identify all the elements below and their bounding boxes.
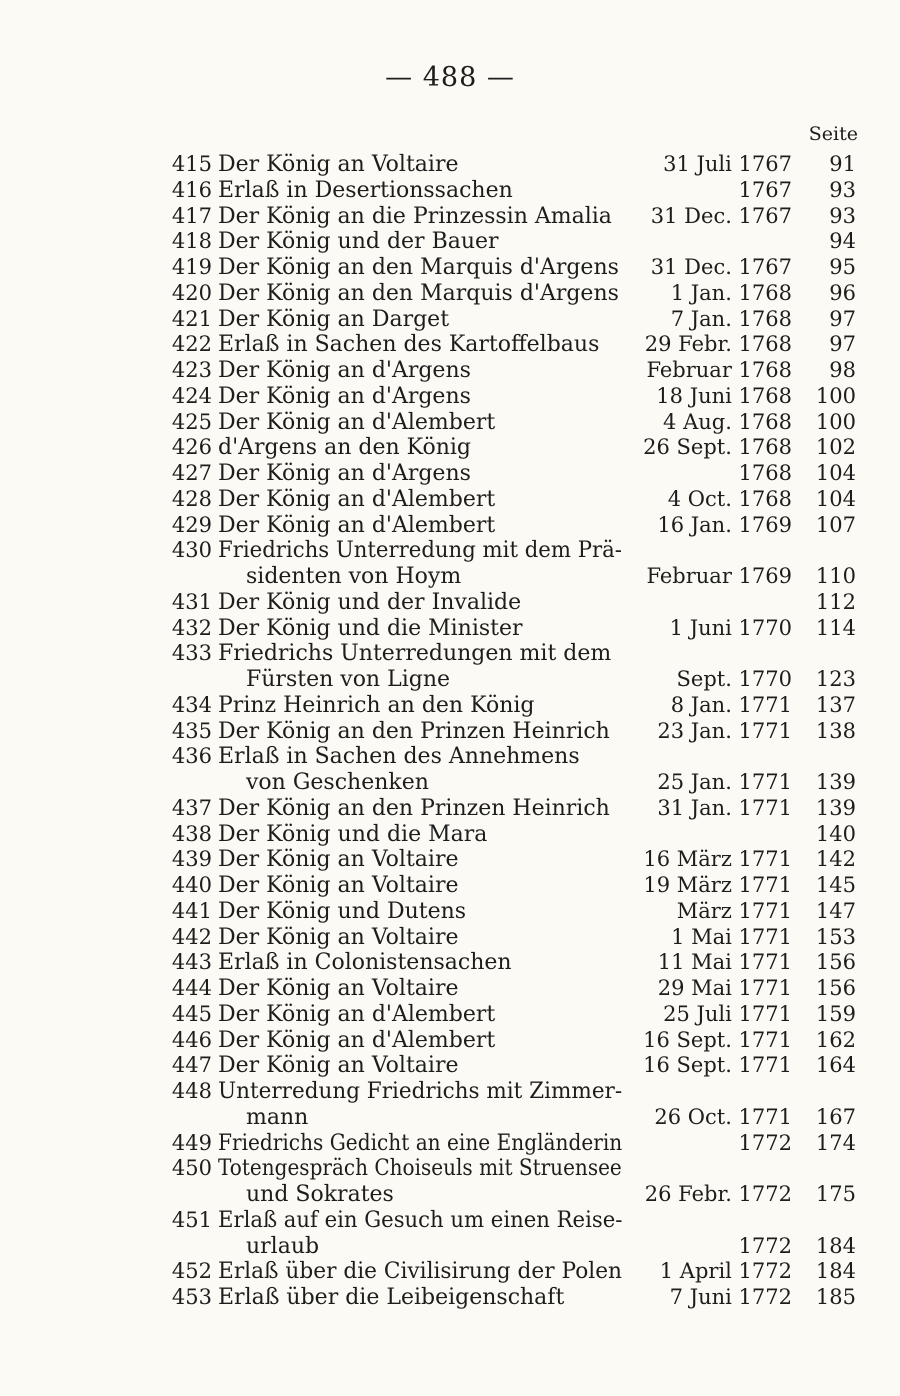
toc-entry-line <box>0 1285 900 1311</box>
toc-entry <box>0 616 900 642</box>
entry-date: 31 Juli 1767 <box>663 152 792 176</box>
entry-page: 96 <box>829 280 856 305</box>
toc-entry-line <box>0 410 900 436</box>
entry-page: 139 <box>815 795 856 820</box>
entry-page: 185 <box>815 1285 856 1309</box>
toc-entry <box>0 281 900 307</box>
toc-entry <box>0 461 900 487</box>
toc-entry-line <box>0 667 900 693</box>
toc-entry <box>0 847 900 873</box>
entry-date: 26 Oct. 1771 <box>654 1104 792 1129</box>
toc-entry-line <box>0 1156 900 1182</box>
entry-number: 420 <box>171 280 212 305</box>
toc-entry <box>0 410 900 436</box>
entry-title: Der König an d'Alembert <box>218 512 496 538</box>
entry-page: 93 <box>829 203 856 228</box>
entry-date: 4 Oct. 1768 <box>667 486 792 511</box>
entry-title: Erlaß in Sachen des Kartoffelbaus <box>218 332 600 358</box>
entry-date: 26 Febr. 1772 <box>644 1182 792 1206</box>
toc-entry <box>0 1028 900 1054</box>
entry-page: 184 <box>815 1259 856 1284</box>
entry-number: 423 <box>171 358 212 382</box>
entry-date: März 1771 <box>676 898 792 923</box>
entry-number: 415 <box>171 152 212 176</box>
entry-title: Der König an Voltaire <box>218 976 459 1001</box>
entry-number: 448 <box>171 1079 212 1103</box>
entry-date: 1768 <box>738 461 792 485</box>
entry-page: 100 <box>815 409 856 434</box>
toc-entry-line <box>0 899 900 925</box>
entry-number: 452 <box>171 1259 212 1284</box>
toc-entry <box>0 899 900 925</box>
entry-title: Der König an d'Argens <box>218 461 471 486</box>
entry-date: 16 Sept. 1771 <box>643 1053 792 1078</box>
entry-date: 25 Juli 1771 <box>663 1001 792 1026</box>
entry-number: 428 <box>171 486 212 511</box>
entry-title: Erlaß in Colonistensachen <box>218 950 512 976</box>
toc-entry-line <box>0 229 900 255</box>
toc-entry-line <box>0 281 900 307</box>
toc-entry-line <box>0 255 900 281</box>
entry-date: 31 Jan. 1771 <box>657 795 792 820</box>
entry-date: 16 Jan. 1769 <box>657 512 792 537</box>
entry-title: Prinz Heinrich an den König <box>218 692 535 718</box>
entry-title: Der König und Dutens <box>218 898 467 924</box>
toc-entry <box>0 1208 900 1260</box>
entry-title: mann <box>246 1104 309 1130</box>
toc-entry-line <box>0 538 900 564</box>
entry-date: 18 Juni 1768 <box>656 383 792 408</box>
entry-date: 1 Juni 1770 <box>669 615 792 640</box>
entry-page: 147 <box>815 898 856 923</box>
toc-entry-line <box>0 1182 900 1208</box>
toc-entry-line <box>0 1053 900 1079</box>
entry-number: 453 <box>171 1285 212 1309</box>
entry-number: 434 <box>171 692 212 717</box>
entry-title: d'Argens an den König <box>218 435 472 461</box>
entry-number: 425 <box>171 409 212 434</box>
entry-number: 451 <box>171 1207 212 1232</box>
entry-number: 440 <box>171 873 212 897</box>
toc-entry <box>0 255 900 281</box>
toc-entry <box>0 384 900 410</box>
toc-entry-line <box>0 873 900 899</box>
entry-date: 25 Jan. 1771 <box>657 770 792 794</box>
entry-page: 107 <box>815 512 856 537</box>
entry-title: urlaub <box>246 1233 320 1259</box>
entry-number: 446 <box>171 1027 212 1052</box>
toc-entry <box>0 1285 900 1311</box>
entry-number: 419 <box>171 255 212 279</box>
toc-entry <box>0 822 900 848</box>
entry-page: 97 <box>829 306 856 331</box>
entry-number: 437 <box>171 795 212 820</box>
entry-page: 112 <box>815 589 856 614</box>
entry-page: 114 <box>815 615 856 640</box>
entry-title: Der König an d'Argens <box>218 358 471 383</box>
entry-title: Der König an Voltaire <box>218 1053 459 1079</box>
toc-entry-line <box>0 384 900 410</box>
toc-entry-line <box>0 178 900 204</box>
entry-title: Der König an Darget <box>218 306 450 332</box>
toc-entry-line <box>0 744 900 770</box>
toc-entry <box>0 229 900 255</box>
toc-entry <box>0 744 900 796</box>
toc-entry <box>0 1002 900 1028</box>
toc-entry <box>0 693 900 719</box>
entry-page: 97 <box>829 332 856 357</box>
toc-entry-line <box>0 616 900 642</box>
entry-title: Der König an d'Alembert <box>218 1027 496 1053</box>
toc-entry-line <box>0 513 900 539</box>
toc-entry-line <box>0 590 900 616</box>
toc-entry-line <box>0 796 900 822</box>
toc-entry <box>0 796 900 822</box>
entry-number: 433 <box>171 641 212 666</box>
entry-page: 102 <box>815 435 856 460</box>
entry-date: 23 Jan. 1771 <box>657 718 792 743</box>
entry-page: 159 <box>815 1001 856 1026</box>
toc-entry-line <box>0 204 900 230</box>
toc-entry-line <box>0 1105 900 1131</box>
toc-entry-line <box>0 1002 900 1028</box>
toc-entry-line <box>0 770 900 796</box>
entry-number: 441 <box>171 898 212 923</box>
entry-date: Februar 1768 <box>646 358 792 382</box>
entry-number: 450 <box>171 1156 212 1181</box>
entry-date: Februar 1769 <box>646 564 792 588</box>
entry-title: Der König und die Mara <box>218 821 488 847</box>
toc-entry <box>0 487 900 513</box>
entry-number: 443 <box>171 950 212 975</box>
toc-entry-line <box>0 358 900 384</box>
entry-date: 1772 <box>738 1130 792 1155</box>
toc-entry-line <box>0 152 900 178</box>
entry-title: Der König an d'Alembert <box>218 409 496 435</box>
entry-page: 175 <box>815 1182 856 1206</box>
toc-entry-line <box>0 1234 900 1260</box>
toc-entry <box>0 719 900 745</box>
toc-entry <box>0 1131 900 1157</box>
entry-page: 91 <box>829 152 856 176</box>
entry-page: 123 <box>815 667 856 691</box>
entry-title: Der König an den Prinzen Heinrich <box>218 795 610 821</box>
toc-entry <box>0 1156 900 1208</box>
toc-entry <box>0 358 900 384</box>
entry-number: 430 <box>171 538 212 563</box>
entry-number: 444 <box>171 976 212 1000</box>
entry-title: Erlaß auf ein Gesuch um einen Reise- <box>218 1207 623 1233</box>
toc-entry <box>0 307 900 333</box>
entry-title: Der König und der Invalide <box>218 589 522 615</box>
entry-date: 16 Sept. 1771 <box>643 1027 792 1052</box>
toc-entry <box>0 925 900 951</box>
toc-entry-line <box>0 1028 900 1054</box>
entry-date: 4 Aug. 1768 <box>663 409 792 434</box>
toc-entry-line <box>0 307 900 333</box>
entry-page: 104 <box>815 461 856 485</box>
entry-number: 449 <box>171 1130 212 1155</box>
entry-number: 432 <box>171 615 212 640</box>
toc-entry <box>0 435 900 461</box>
entry-title: Unterredung Friedrichs mit Zimmer- <box>218 1079 623 1104</box>
entry-page: 139 <box>815 770 856 794</box>
toc-entry <box>0 950 900 976</box>
entry-title: Der König an den Marquis d'Argens <box>218 280 619 306</box>
entry-title: Der König an Voltaire <box>218 847 459 873</box>
entry-number: 424 <box>171 383 212 408</box>
entry-title: Der König an Voltaire <box>218 152 459 177</box>
entry-title: Der König an d'Alembert <box>218 1001 496 1027</box>
entry-page: 184 <box>815 1233 856 1258</box>
entry-date: 11 Mai 1771 <box>657 950 792 975</box>
entry-page: 100 <box>815 383 856 408</box>
toc-entry <box>0 1259 900 1285</box>
toc-entry-line <box>0 1259 900 1285</box>
entry-date: 1 April 1772 <box>659 1259 792 1284</box>
entry-title: Fürsten von Ligne <box>246 667 451 692</box>
toc-entry <box>0 590 900 616</box>
toc-entry <box>0 513 900 539</box>
entry-page: 93 <box>829 177 856 202</box>
entry-date: 26 Sept. 1768 <box>643 435 792 460</box>
toc-entry-line <box>0 435 900 461</box>
entry-title: Der König an den Prinzen Heinrich <box>218 718 610 744</box>
entry-title: Der König an d'Argens <box>218 383 471 409</box>
toc-entry-line <box>0 925 900 951</box>
toc-entry-line <box>0 461 900 487</box>
entry-title: Erlaß in Desertionssachen <box>218 177 513 203</box>
entry-number: 431 <box>171 589 212 614</box>
entry-page: 167 <box>815 1104 856 1129</box>
entry-number: 442 <box>171 924 212 949</box>
entry-title: Der König an den Marquis d'Argens <box>218 255 619 280</box>
entry-date: 19 März 1771 <box>643 873 792 897</box>
entry-number: 438 <box>171 821 212 846</box>
entry-date: 1772 <box>738 1233 792 1258</box>
table-of-contents <box>0 152 900 1311</box>
entry-page: 162 <box>815 1027 856 1052</box>
toc-entry-line <box>0 1208 900 1234</box>
entry-number: 447 <box>171 1053 212 1078</box>
entry-title: Totengespräch Choiseuls mit Struensee <box>218 1156 622 1182</box>
entry-number: 422 <box>171 332 212 357</box>
entry-date: 1 Mai 1771 <box>671 924 792 949</box>
toc-entry <box>0 1053 900 1079</box>
entry-page: 145 <box>815 873 856 897</box>
entry-title: und Sokrates <box>246 1182 394 1207</box>
entry-number: 427 <box>171 461 212 485</box>
toc-entry-line <box>0 332 900 358</box>
entry-title: Erlaß in Sachen des Annehmens <box>218 744 580 770</box>
entry-page: 156 <box>815 950 856 975</box>
entry-page: 110 <box>815 564 856 588</box>
entry-date: 1767 <box>738 177 792 202</box>
toc-entry <box>0 538 900 590</box>
entry-title: Der König an die Prinzessin Amalia <box>218 203 612 229</box>
toc-entry <box>0 178 900 204</box>
entry-title: Der König an Voltaire <box>218 924 459 950</box>
entry-page: 174 <box>815 1130 856 1155</box>
entry-title: Friedrichs Gedicht an eine Engländerin <box>218 1130 623 1156</box>
entry-page: 94 <box>829 229 856 254</box>
entry-page: 156 <box>815 976 856 1000</box>
toc-entry <box>0 332 900 358</box>
entry-number: 436 <box>171 744 212 769</box>
toc-entry-line <box>0 693 900 719</box>
entry-title: Erlaß über die Leibeigenschaft <box>218 1285 565 1310</box>
entry-title: Friedrichs Unterredung mit dem Prä- <box>218 538 622 564</box>
entry-page: 98 <box>829 358 856 382</box>
entry-page: 138 <box>815 718 856 743</box>
toc-entry <box>0 152 900 178</box>
entry-date: 1 Jan. 1768 <box>670 280 792 305</box>
toc-entry-line <box>0 847 900 873</box>
toc-entry-line <box>0 487 900 513</box>
toc-entry-line <box>0 719 900 745</box>
toc-entry <box>0 873 900 899</box>
page-column-label: Seite <box>808 123 858 145</box>
entry-date: 8 Jan. 1771 <box>670 692 792 717</box>
entry-number: 417 <box>171 203 212 228</box>
toc-entry <box>0 641 900 693</box>
entry-date: 31 Dec. 1767 <box>650 203 792 228</box>
entry-page: 137 <box>815 692 856 717</box>
entry-number: 418 <box>171 229 212 254</box>
entry-date: 7 Jan. 1768 <box>670 306 792 331</box>
page-number: — 488 — <box>385 62 515 93</box>
entry-title: Der König und der Bauer <box>218 229 499 255</box>
entry-title: Der König an d'Alembert <box>218 486 496 512</box>
entry-number: 445 <box>171 1001 212 1026</box>
toc-entry <box>0 204 900 230</box>
entry-date: 31 Dec. 1767 <box>650 255 792 279</box>
entry-title: Erlaß über die Civilisirung der Polen <box>218 1259 622 1285</box>
toc-entry-line <box>0 976 900 1002</box>
entry-date: 7 Juni 1772 <box>669 1285 792 1309</box>
toc-entry-line <box>0 950 900 976</box>
toc-entry-line <box>0 641 900 667</box>
entry-page: 142 <box>815 847 856 872</box>
toc-entry-line <box>0 822 900 848</box>
toc-entry <box>0 976 900 1002</box>
entry-date: 16 März 1771 <box>643 847 792 872</box>
toc-entry <box>0 1079 900 1131</box>
entry-number: 439 <box>171 847 212 872</box>
entry-date: 29 Febr. 1768 <box>644 332 792 357</box>
entry-page: 140 <box>815 821 856 846</box>
entry-title: Der König an Voltaire <box>218 873 459 898</box>
entry-number: 426 <box>171 435 212 460</box>
entry-date: Sept. 1770 <box>676 667 792 691</box>
entry-page: 104 <box>815 486 856 511</box>
entry-number: 429 <box>171 512 212 537</box>
entry-title: sidenten von Hoym <box>246 564 462 589</box>
entry-title: Friedrichs Unterredungen mit dem <box>218 641 612 667</box>
toc-entry-line <box>0 1131 900 1157</box>
toc-entry-line <box>0 1079 900 1105</box>
toc-entry-line <box>0 564 900 590</box>
entry-date: 29 Mai 1771 <box>657 976 792 1000</box>
entry-title: von Geschenken <box>246 770 429 795</box>
entry-number: 416 <box>171 177 212 202</box>
entry-number: 421 <box>171 306 212 331</box>
entry-title: Der König und die Minister <box>218 615 523 641</box>
entry-page: 153 <box>815 924 856 949</box>
entry-page: 95 <box>829 255 856 279</box>
entry-number: 435 <box>171 718 212 743</box>
entry-page: 164 <box>815 1053 856 1078</box>
